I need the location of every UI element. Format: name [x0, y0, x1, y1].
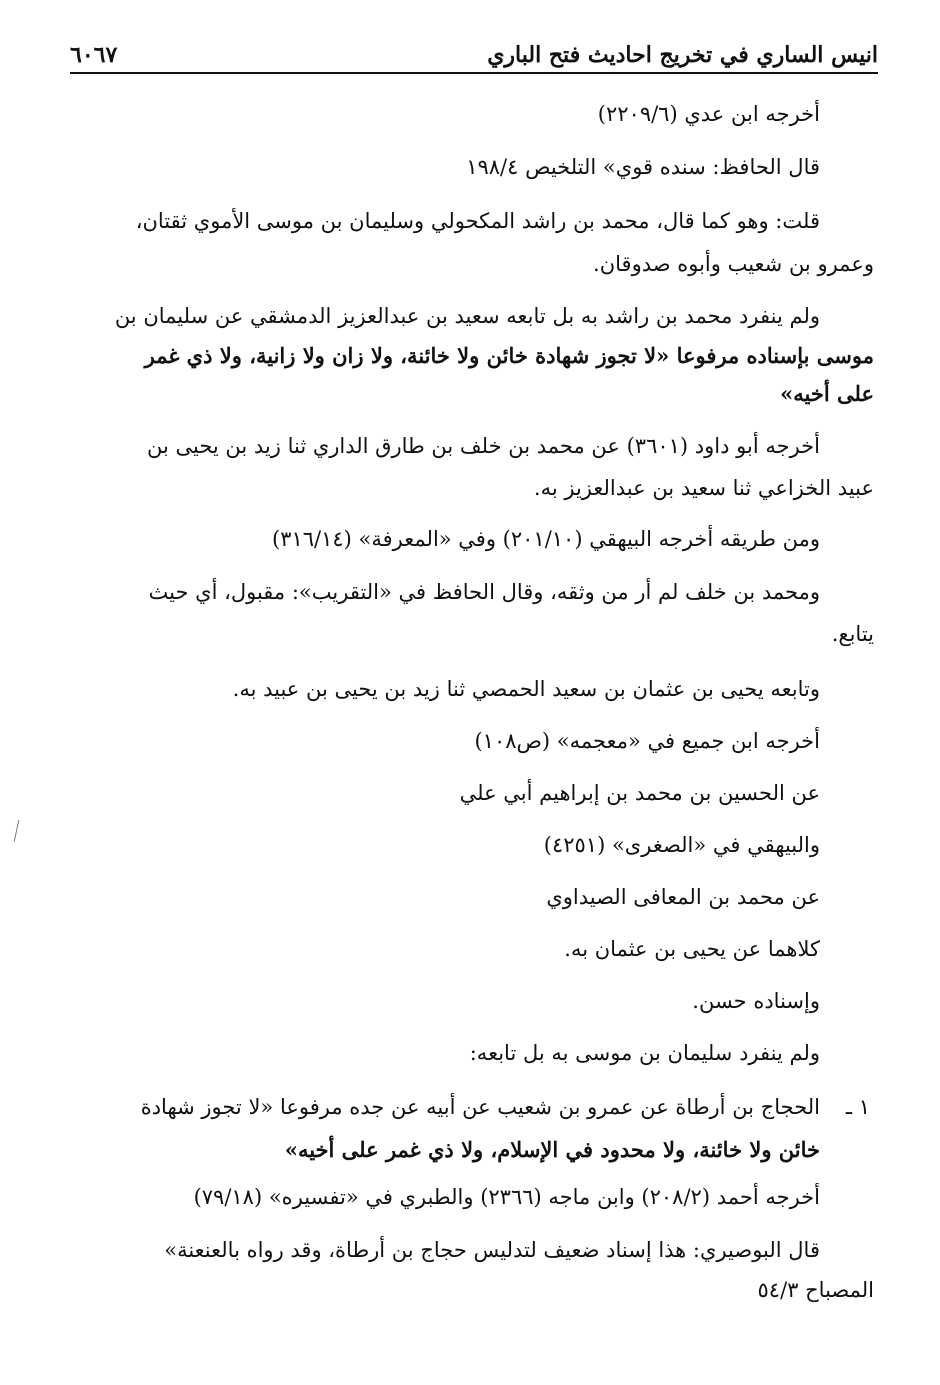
- text-line: الحجاج بن أرطاة عن عمرو بن شعيب عن أبيه عن جده مرفوعا «لا تجوز شهادة: [140, 1095, 820, 1119]
- list-number: ١ ـ: [845, 1095, 870, 1119]
- text-line: أخرجه ابن عدي (٢٢٠٩/٦): [597, 102, 820, 126]
- text-line: عن محمد بن المعافى الصيداوي: [546, 885, 820, 909]
- text-line: عن الحسين بن محمد بن إبراهيم أبي علي: [459, 781, 820, 805]
- text-line: ولم ينفرد سليمان بن موسى به بل تابعه:: [469, 1041, 820, 1065]
- text-line: وتابعه يحيى بن عثمان بن سعيد الحمصي ثنا زيد بن يحيى بن عبيد به.: [232, 677, 820, 701]
- text-line: قال الحافظ: سنده قوي» التلخيص ١٩٨/٤: [466, 155, 820, 179]
- page-header: [70, 30, 878, 74]
- text-line: ومن طريقه أخرجه البيهقي (٢٠١/١٠) وفي «المعرفة» (٣١٦/١٤): [271, 527, 820, 551]
- text-line: قلت: وهو كما قال، محمد بن راشد المكحولي وسليمان بن موسى الأموي ثقتان،: [135, 209, 820, 233]
- text-line: ولم ينفرد محمد بن راشد به بل تابعه سعيد بن عبدالعزيز الدمشقي عن سليمان بن: [114, 304, 820, 328]
- text-line: أخرجه أحمد (٢٠٨/٢) وابن ماجه (٢٣٦٦) والطبري في «تفسيره» (٧٩/١٨): [193, 1185, 820, 1209]
- margin-mark: [14, 820, 22, 842]
- text-line: أخرجه أبو داود (٣٦٠١) عن محمد بن خلف بن طارق الداري ثنا زيد بن يحيى بن: [146, 434, 820, 458]
- running-title: انيس الساري في تخريج احاديث فتح الباري: [487, 42, 878, 68]
- text-line: موسى بإسناده مرفوعا «لا تجوز شهادة خائن ولا خائنة، ولا زان ولا زانية، ولا ذي غمر: [144, 343, 874, 368]
- text-line: والبيهقي في «الصغرى» (٤٢٥١): [543, 833, 820, 857]
- text-line: ومحمد بن خلف لم أر من وثقه، وقال الحافظ في «التقريب»: مقبول، أي حيث: [148, 580, 820, 604]
- text-line: وعمرو بن شعيب وأبوه صدوقان.: [593, 252, 874, 276]
- text-line: أخرجه ابن جميع في «معجمه» (ص١٠٨): [474, 729, 820, 753]
- text-line: يتابع.: [831, 622, 874, 646]
- text-line: قال البوصيري: هذا إسناد ضعيف لتدليس حجاج بن أرطاة، وقد رواه بالعنعنة»: [164, 1238, 820, 1262]
- text-line: وإسناده حسن.: [692, 989, 820, 1013]
- text-line: خائن ولا خائنة، ولا محدود في الإسلام، ولا ذي غمر على أخيه»: [284, 1137, 820, 1162]
- text-line: على أخيه»: [780, 381, 874, 406]
- text-line: المصباح ٥٤/٣: [757, 1278, 874, 1302]
- page-number: ٦٠٦٧: [70, 42, 118, 68]
- text-line: كلاهما عن يحيى بن عثمان به.: [564, 937, 820, 961]
- text-line: عبيد الخزاعي ثنا سعيد بن عبدالعزيز به.: [533, 476, 874, 500]
